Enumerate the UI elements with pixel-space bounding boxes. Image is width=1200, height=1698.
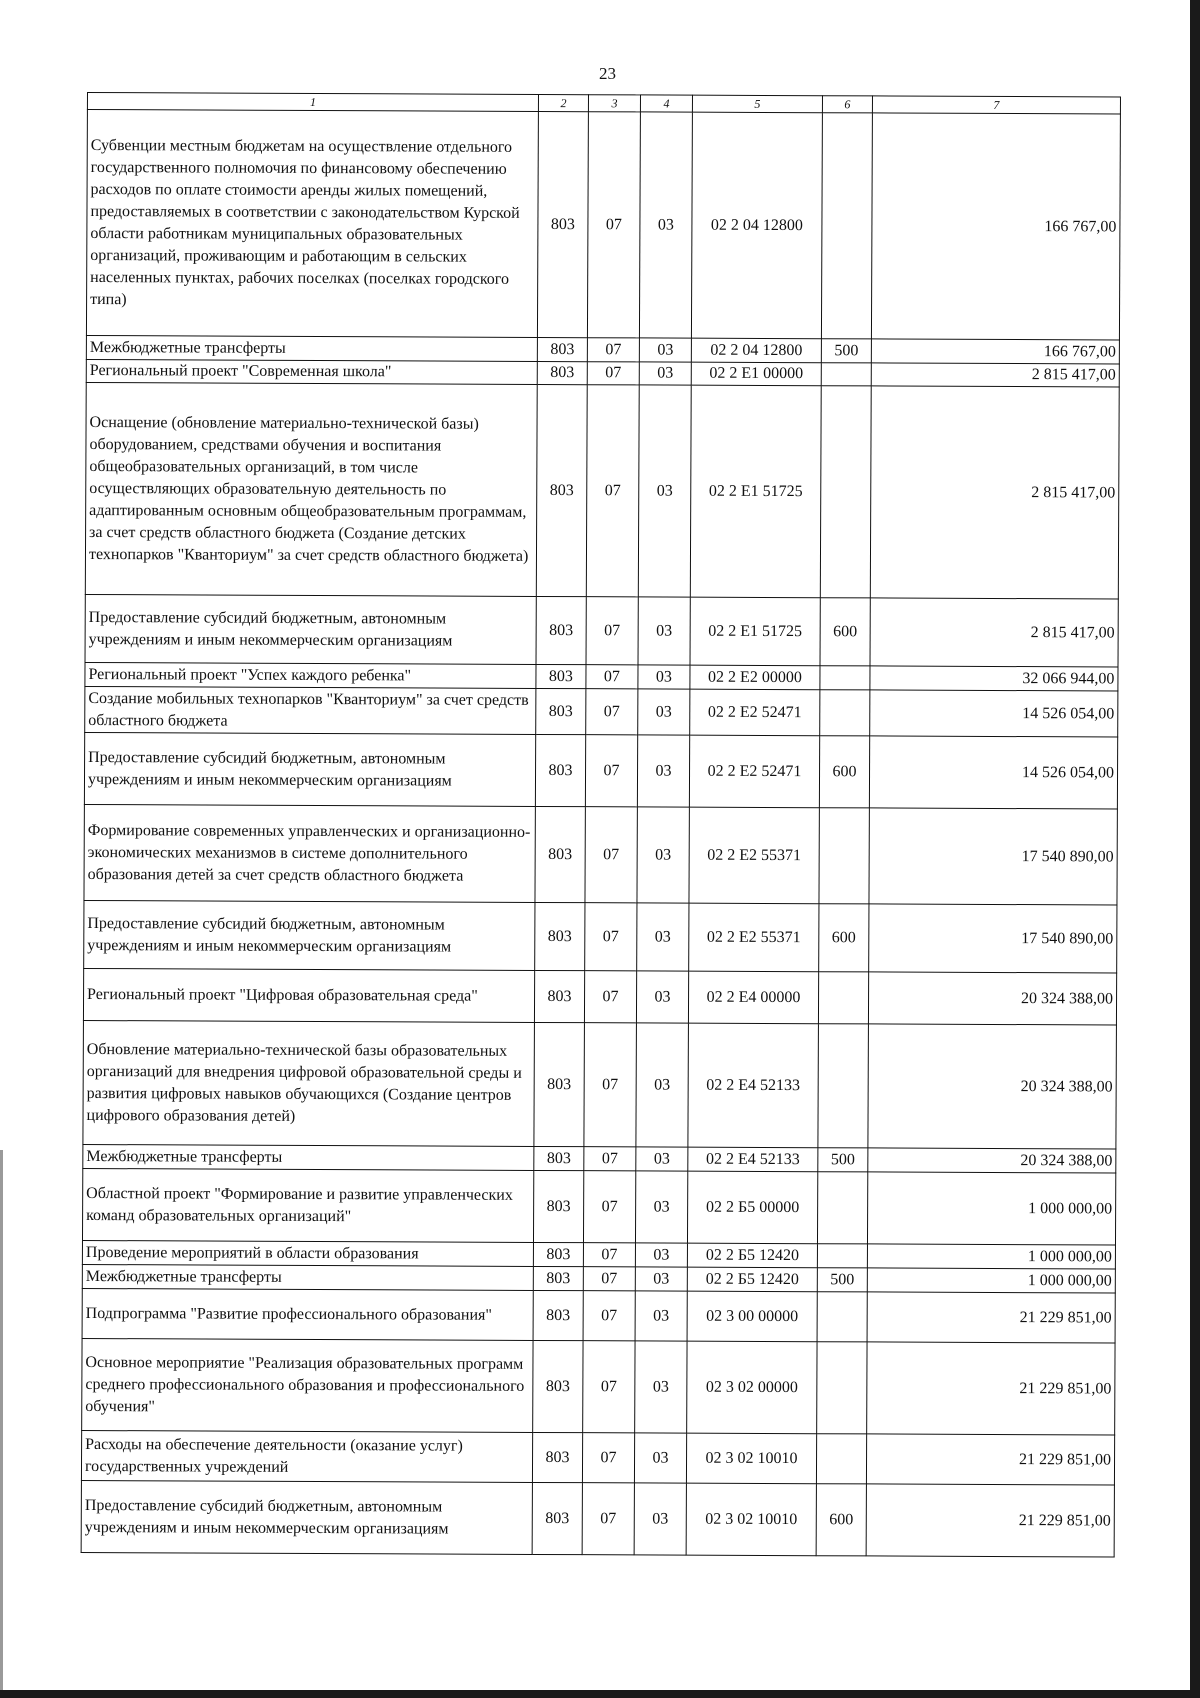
row-ministry: 803 — [536, 596, 586, 664]
row-target: 02 2 E2 00000 — [690, 665, 820, 690]
row-section: 07 — [587, 338, 639, 362]
row-amount: 14 526 054,00 — [870, 690, 1118, 737]
row-amount: 17 540 890,00 — [869, 904, 1117, 973]
row-subsection: 03 — [637, 735, 689, 807]
row-section: 07 — [585, 735, 637, 807]
row-expense-type: 500 — [821, 339, 871, 363]
column-number: 3 — [588, 95, 640, 112]
row-section: 07 — [586, 385, 639, 597]
row-expense-type: 500 — [818, 1148, 868, 1172]
column-number: 7 — [872, 96, 1120, 114]
row-amount: 20 324 388,00 — [868, 1024, 1117, 1149]
row-amount: 20 324 388,00 — [868, 972, 1116, 1025]
row-subsection: 03 — [637, 903, 689, 971]
row-amount: 32 066 944,00 — [870, 666, 1118, 691]
row-name: Обновление материально-технической базы образовательных организаций для внедрения цифровой образовательной среды и развития цифровых навыков обучающихся (Создание центров цифрового образования детей) — [83, 1020, 535, 1146]
row-expense-type: 600 — [820, 598, 870, 666]
column-number: 1 — [87, 93, 538, 112]
row-amount: 17 540 890,00 — [869, 808, 1117, 905]
row-target: 02 3 02 10010 — [686, 1433, 816, 1484]
row-target: 02 3 02 00000 — [687, 1341, 817, 1434]
row-subsection: 03 — [636, 1147, 688, 1171]
scan-edge-bottom — [0, 1690, 1200, 1698]
row-target: 02 3 00 00000 — [687, 1291, 817, 1342]
row-section: 07 — [583, 1171, 635, 1243]
row-expense-type — [820, 386, 871, 598]
row-amount: 21 229 851,00 — [867, 1292, 1115, 1343]
row-ministry: 803 — [532, 1432, 582, 1482]
column-number: 2 — [538, 94, 588, 111]
row-section: 07 — [583, 1341, 635, 1433]
row-section: 07 — [582, 1433, 634, 1483]
row-expense-type: 500 — [817, 1268, 867, 1292]
scan-edge-left — [0, 1150, 3, 1690]
row-ministry: 803 — [536, 384, 587, 596]
row-expense-type — [818, 972, 868, 1024]
row-target: 02 2 Б5 12420 — [687, 1243, 817, 1268]
row-section: 07 — [583, 1291, 635, 1341]
row-ministry: 803 — [534, 970, 584, 1022]
page-number: 23 — [599, 64, 616, 83]
table-row — [82, 1338, 1115, 1435]
row-name: Основное мероприятие "Реализация образовательных программ среднего профессионального образования и профессионального обучения" — [82, 1338, 533, 1432]
row-ministry: 803 — [532, 1482, 582, 1554]
row-section: 07 — [583, 1243, 635, 1267]
row-name: Региональный проект "Цифровая образовательная среда" — [83, 968, 534, 1022]
row-expense-type: 600 — [816, 1484, 866, 1556]
row-target: 02 2 E4 52133 — [688, 1023, 819, 1148]
row-ministry: 803 — [537, 361, 587, 384]
row-name: Межбюджетные трансферты — [82, 1264, 533, 1290]
row-expense-type: 600 — [819, 736, 869, 808]
row-name: Формирование современных управленческих и организационно-экономических механизмов в системе дополнительного образования детей за счет средств областного бюджета — [84, 804, 535, 902]
row-subsection: 03 — [635, 1341, 687, 1433]
row-section: 07 — [583, 1267, 635, 1291]
table-row — [83, 1020, 1117, 1149]
row-name: Предоставление субсидий бюджетным, автономным учреждениям и иным некоммерческим организациям — [81, 1480, 532, 1554]
column-number: 4 — [640, 95, 692, 112]
row-section: 07 — [587, 362, 639, 385]
row-name: Подпрограмма "Развитие профессионального образования" — [82, 1288, 533, 1340]
row-ministry: 803 — [534, 1022, 585, 1146]
row-section: 07 — [584, 1023, 637, 1147]
row-name: Областной проект "Формирование и развитие управленческих команд образовательных организаций" — [82, 1168, 533, 1242]
row-ministry: 803 — [533, 1242, 583, 1266]
row-amount: 1 000 000,00 — [867, 1172, 1115, 1245]
row-target: 02 2 04 12800 — [691, 338, 821, 363]
table-row — [85, 686, 1118, 737]
row-amount: 21 229 851,00 — [866, 1434, 1114, 1485]
row-name: Предоставление субсидий бюджетным, автономным учреждениям и иным некоммерческим организациям — [84, 732, 535, 806]
table-row — [82, 1168, 1115, 1245]
row-subsection: 03 — [638, 597, 690, 665]
row-subsection: 03 — [639, 112, 692, 338]
table-row — [84, 732, 1117, 809]
row-expense-type — [816, 1434, 866, 1484]
row-name: Субвенции местным бюджетам на осуществление отдельного государственного полномочия по финансовому обеспечению расходов по оплате стоимости аренды жилых помещений, предоставляемых в соответствии с законодательством Курской области работникам муниципальных образовательных организаций, проживающим и работающим в сельских населенных пунктах, рабочих поселках (поселках городского типа) — [86, 110, 538, 338]
row-expense-type — [820, 666, 870, 690]
row-section: 07 — [586, 597, 638, 665]
row-ministry: 803 — [533, 1290, 583, 1340]
row-expense-type — [818, 1024, 869, 1148]
row-name: Региональный проект "Современная школа" — [86, 359, 537, 384]
row-subsection: 03 — [637, 807, 689, 903]
row-amount: 166 767,00 — [871, 113, 1120, 340]
row-expense-type: 600 — [819, 904, 869, 972]
row-subsection: 03 — [634, 1433, 686, 1483]
row-section: 07 — [582, 1483, 634, 1555]
row-ministry: 803 — [537, 111, 588, 337]
row-ministry: 803 — [533, 1170, 583, 1242]
row-name: Предоставление субсидий бюджетным, автономным учреждениям и иным некоммерческим организациям — [85, 594, 536, 664]
row-expense-type — [821, 113, 872, 339]
row-amount: 14 526 054,00 — [869, 736, 1117, 809]
row-target: 02 2 E1 51725 — [690, 597, 820, 666]
table-row — [85, 382, 1119, 599]
row-subsection: 03 — [635, 1171, 687, 1243]
row-name: Предоставление субсидий бюджетным, автономным учреждениям и иным некоммерческим организациям — [84, 900, 535, 970]
row-amount: 2 815 417,00 — [871, 363, 1119, 387]
row-name: Создание мобильных технопарков "Кванториум" за счет средств областного бюджета — [85, 686, 536, 734]
row-target: 02 2 E2 52471 — [689, 735, 819, 808]
table-row — [81, 1480, 1114, 1557]
scan-edge-right — [1190, 0, 1200, 1698]
row-amount: 2 815 417,00 — [870, 598, 1118, 667]
row-subsection: 03 — [635, 1267, 687, 1291]
row-expense-type — [817, 1172, 867, 1244]
table-row — [82, 1288, 1115, 1343]
row-target: 02 2 E1 51725 — [690, 385, 821, 598]
table-row — [86, 110, 1120, 341]
row-target: 02 2 E4 00000 — [688, 971, 818, 1024]
row-expense-type — [817, 1244, 867, 1268]
row-expense-type — [819, 808, 869, 904]
row-target: 02 2 04 12800 — [691, 112, 822, 339]
row-name: Межбюджетные трансферты — [86, 335, 537, 361]
table-row — [85, 594, 1118, 667]
row-name: Проведение мероприятий в области образования — [82, 1240, 533, 1266]
row-name: Межбюджетные трансферты — [83, 1144, 534, 1170]
column-number: 6 — [822, 96, 872, 113]
row-target: 02 3 02 10010 — [686, 1483, 816, 1556]
row-subsection: 03 — [638, 665, 690, 689]
row-section: 07 — [585, 807, 637, 903]
row-ministry: 803 — [533, 1266, 583, 1290]
row-amount: 21 229 851,00 — [866, 1484, 1114, 1557]
row-name: Региональный проект "Успех каждого ребенка" — [85, 662, 536, 688]
row-expense-type — [821, 363, 871, 386]
row-ministry: 803 — [537, 337, 587, 361]
table-row — [81, 1430, 1114, 1485]
row-amount: 20 324 388,00 — [868, 1148, 1116, 1173]
row-target: 02 2 E2 52471 — [690, 689, 820, 736]
row-amount: 21 229 851,00 — [867, 1342, 1115, 1435]
row-section: 07 — [584, 971, 636, 1023]
row-section: 07 — [585, 903, 637, 971]
table-row — [83, 968, 1116, 1025]
row-ministry: 803 — [536, 664, 586, 688]
row-target: 02 2 Б5 00000 — [687, 1171, 817, 1244]
row-ministry: 803 — [533, 1340, 583, 1432]
row-amount: 1 000 000,00 — [867, 1244, 1115, 1269]
row-amount: 1 000 000,00 — [867, 1268, 1115, 1293]
row-ministry: 803 — [535, 902, 585, 970]
row-subsection: 03 — [635, 1243, 687, 1267]
row-target: 02 2 E2 55371 — [689, 903, 819, 972]
row-target: 02 2 Б5 12420 — [687, 1267, 817, 1292]
budget-table — [81, 92, 1121, 1557]
row-subsection: 03 — [634, 1483, 686, 1555]
row-name: Расходы на обеспечение деятельности (оказание услуг) государственных учреждений — [81, 1430, 532, 1482]
row-ministry: 803 — [536, 688, 586, 734]
row-section: 07 — [587, 112, 640, 338]
row-subsection: 03 — [638, 385, 691, 597]
row-target: 02 2 E1 00000 — [691, 362, 821, 386]
row-ministry: 803 — [535, 806, 585, 902]
row-amount: 166 767,00 — [871, 339, 1119, 364]
row-section: 07 — [586, 665, 638, 689]
table-row — [84, 804, 1117, 905]
row-subsection: 03 — [638, 689, 690, 735]
row-subsection: 03 — [636, 971, 688, 1023]
row-expense-type — [817, 1342, 867, 1434]
row-section: 07 — [586, 689, 638, 735]
table-row — [84, 900, 1117, 973]
row-section: 07 — [584, 1147, 636, 1171]
row-subsection: 03 — [639, 338, 691, 362]
row-subsection: 03 — [639, 362, 691, 385]
row-ministry: 803 — [534, 1146, 584, 1170]
row-target: 02 2 E2 55371 — [689, 807, 819, 904]
row-subsection: 03 — [635, 1291, 687, 1341]
row-amount: 2 815 417,00 — [870, 386, 1119, 599]
column-number: 5 — [692, 95, 822, 113]
row-expense-type — [820, 690, 870, 736]
row-expense-type — [817, 1292, 867, 1342]
row-target: 02 2 E4 52133 — [688, 1147, 818, 1172]
row-name: Оснащение (обновление материально-технической базы) оборудованием, средствами обучения и воспитания общеобразовательных организаций, в том числе осуществляющих образовательную деятельность по адаптированным основным общеобразовательным программам, за счет средств областного бюджета (Создание детских технопарков "Кванториум" за счет средств областного бюджета) — [85, 382, 537, 596]
row-ministry: 803 — [535, 734, 585, 806]
row-subsection: 03 — [636, 1023, 689, 1147]
